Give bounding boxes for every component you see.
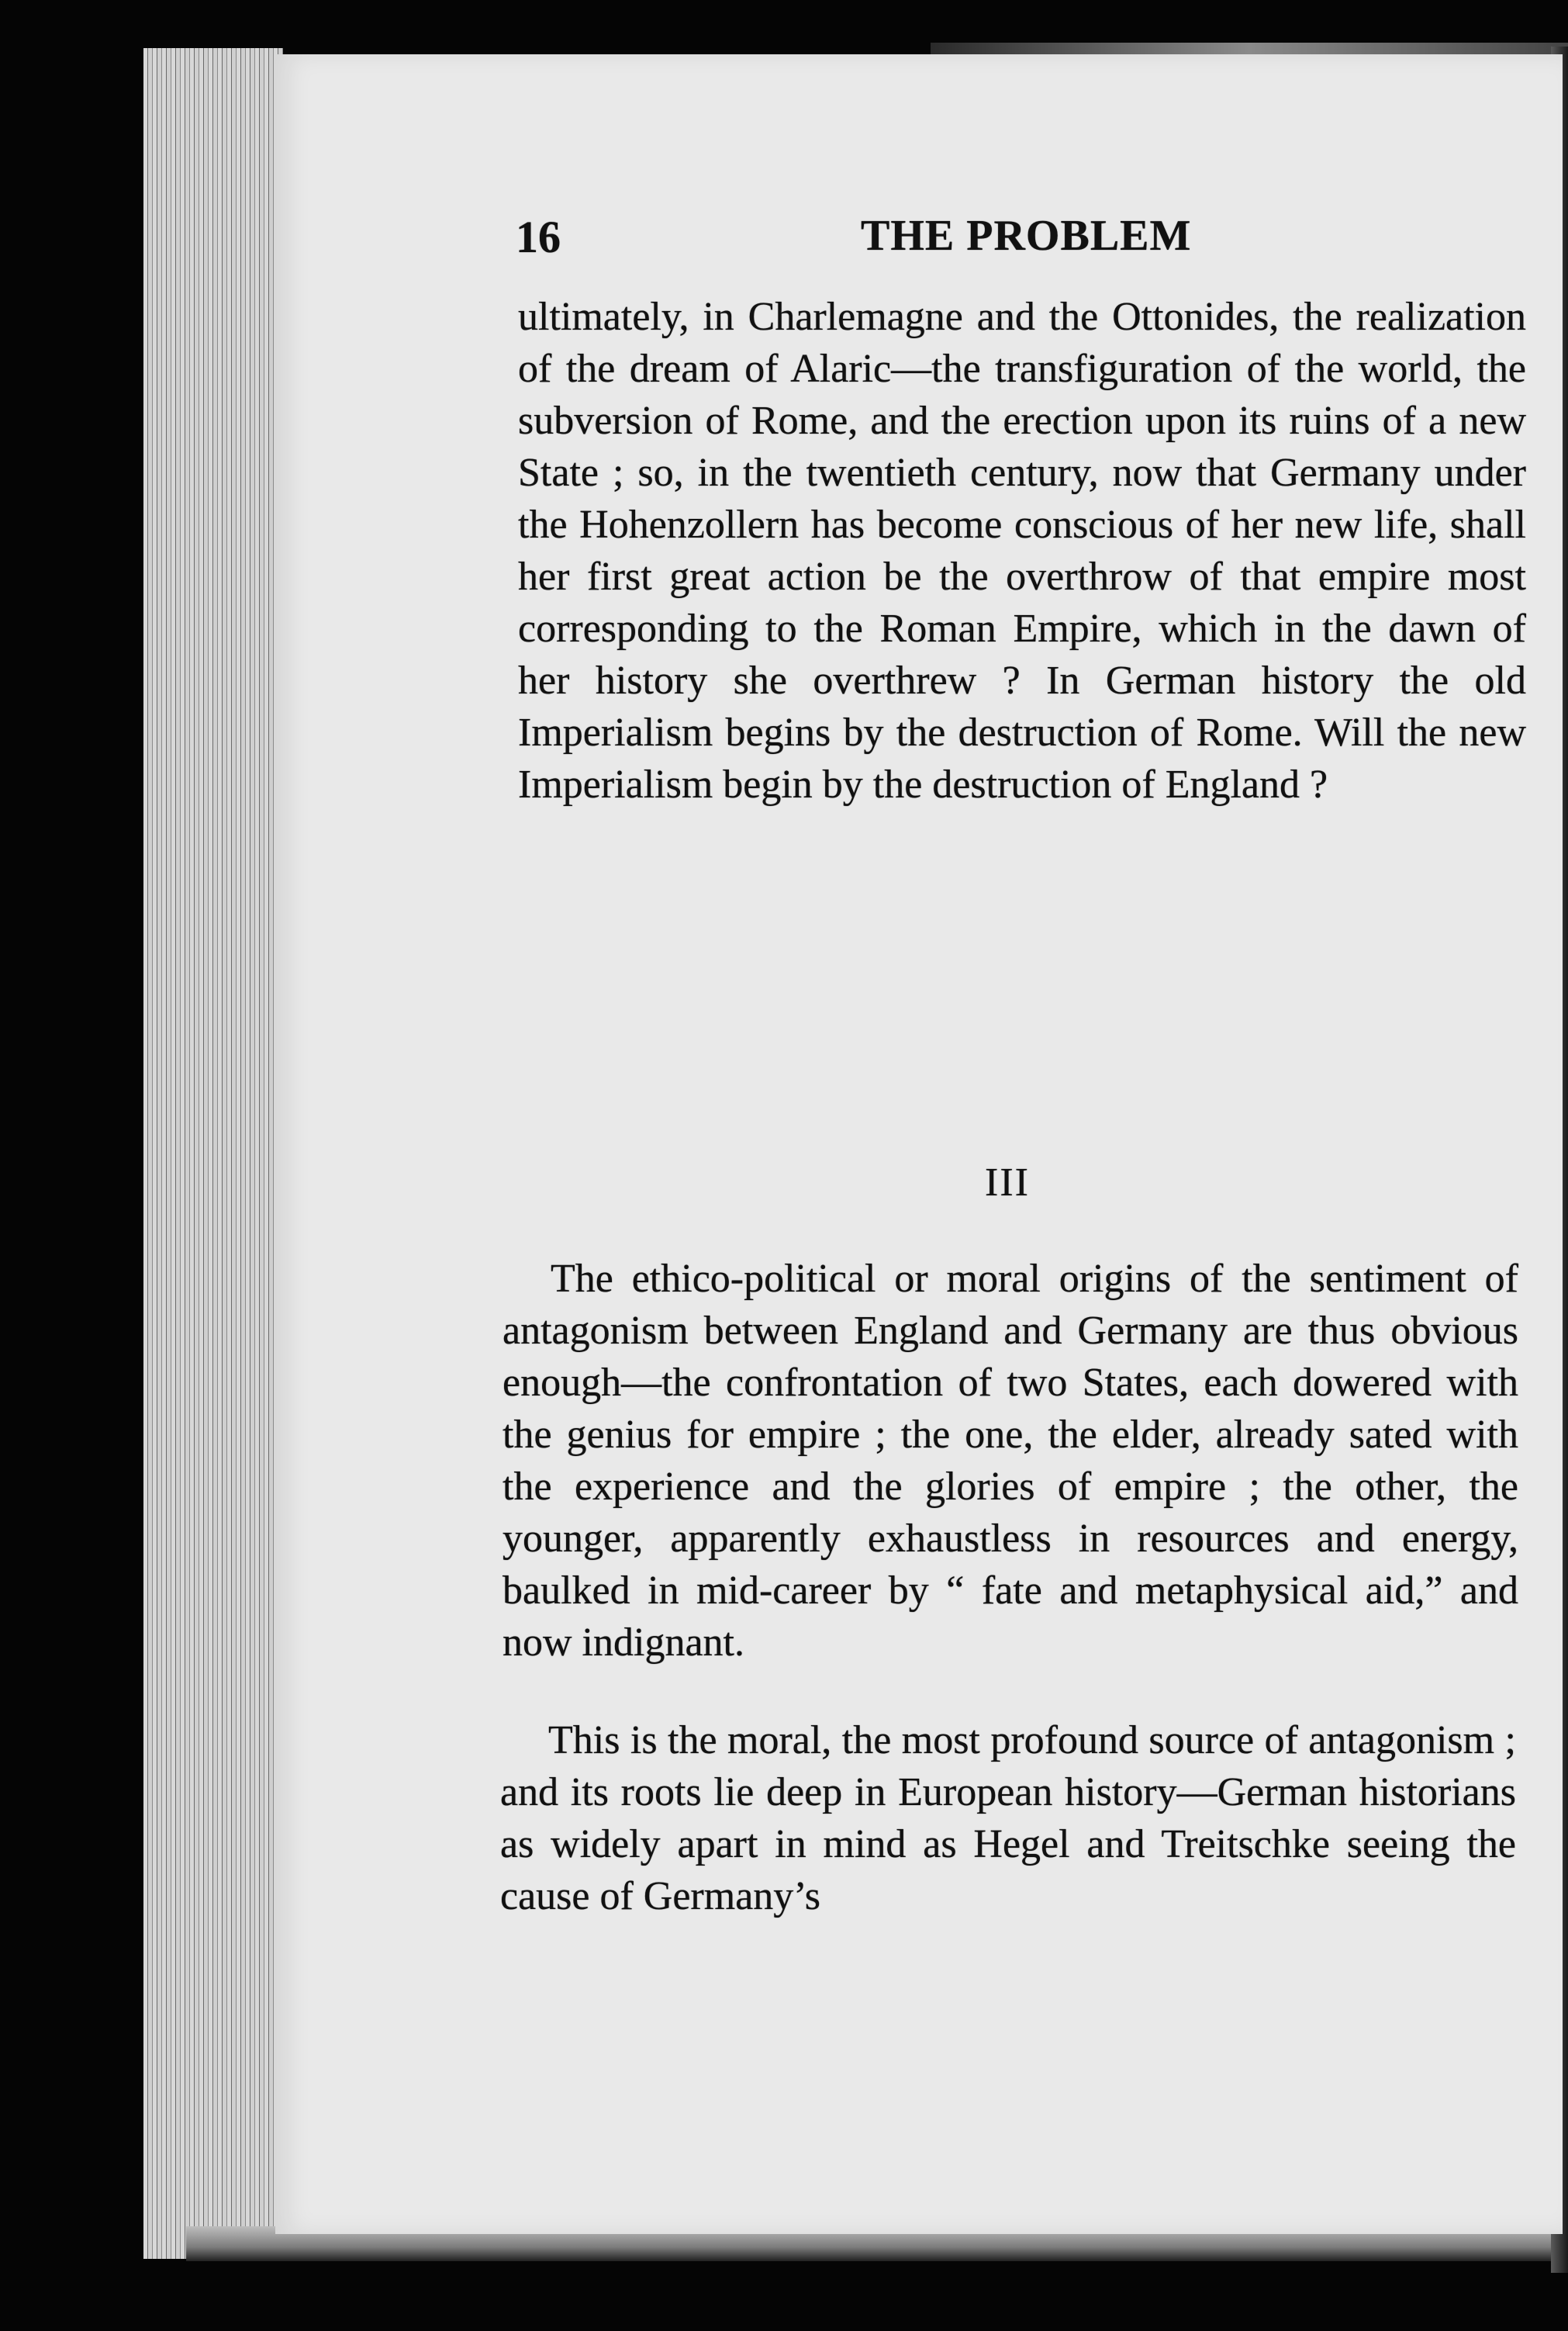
- section-heading: III: [985, 1160, 1030, 1205]
- paragraph: This is the moral, the most profound source of antagonism ; and its roots lie deep in European history—German historians as widely apart in mind as Hegel and Treitschke seeing the cause of Germany’s: [500, 1718, 1516, 1918]
- running-head: THE PROBLEM: [861, 212, 1192, 260]
- paragraph-continued: ultimately, in Charlemagne and the Ottonides, the realization of the dream of Alaric—the transfiguration of the world, the subversion of Rome, and the erection upon its ruins of a new State ; so, in the twentieth century, now that Germany under the Hohenzollern has become conscious of her new life, shall her first great action be the overthrow of that empire most corresponding to the Roman Empire, which in the dawn of her history she overthrew ? In German history the old Imperialism begins by the destruction of Rome. Will the new Imperialism begin by the destruction of England ?: [518, 295, 1526, 807]
- page-header: [516, 211, 1508, 273]
- book-page-edges: [143, 48, 283, 2259]
- paragraph: The ethico-political or moral origins of the sentiment of antagonism between England and Germany are thus obvious enough—the confrontation of two States, each dowered with the genius for empire ; the one, the elder, already sated with the experience and the glories of empire ; the other, the younger, apparently exhaustless in resources and energy, baulked in mid-career by “ fate and metaphysical aid,” and now indignant.: [503, 1257, 1518, 1665]
- page-number: 16: [516, 212, 561, 262]
